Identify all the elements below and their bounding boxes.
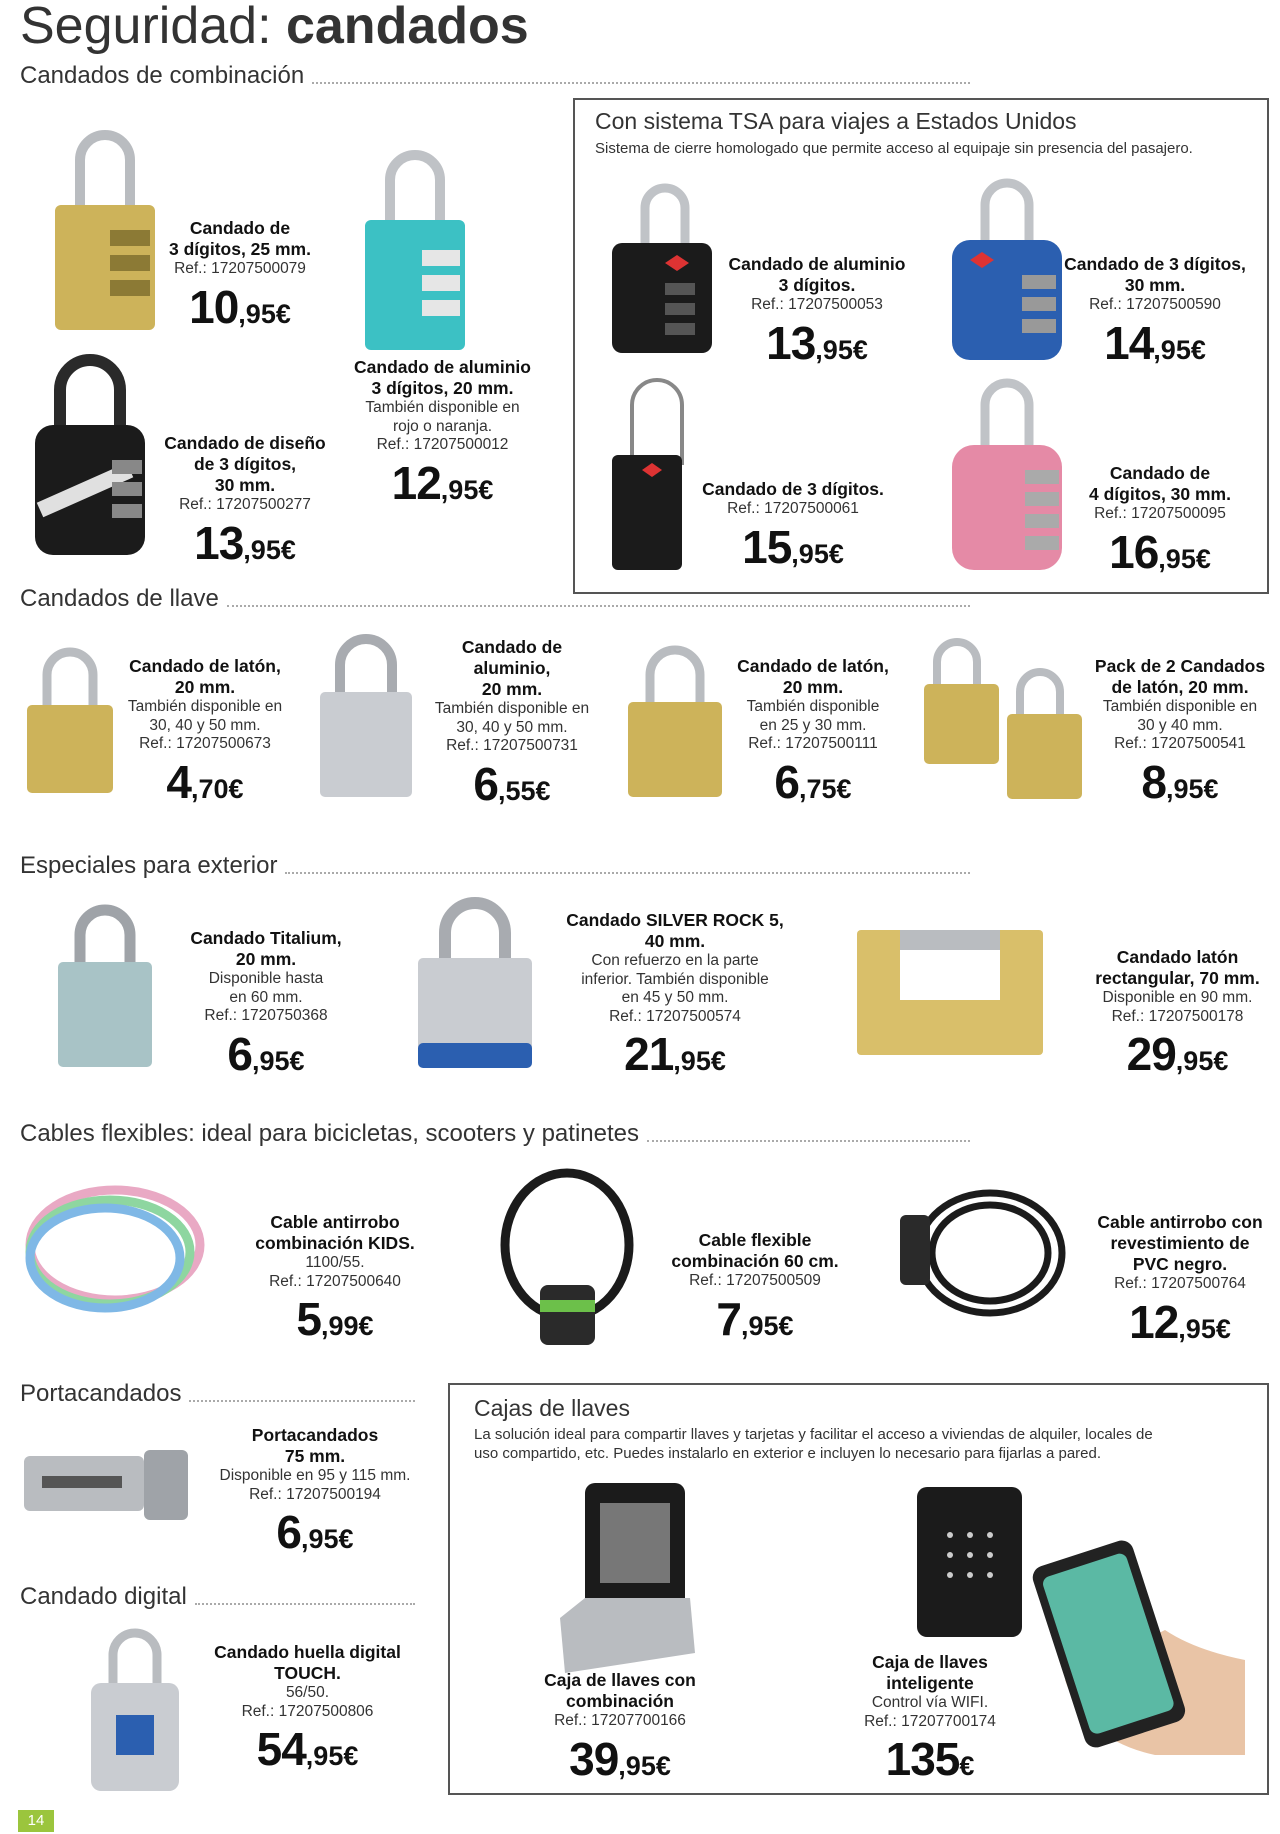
flexible-cable-image	[495, 1165, 640, 1355]
price: 21,95€	[624, 1028, 726, 1081]
black-design-padlock-image	[30, 350, 150, 560]
silver-rock-padlock-image	[415, 893, 535, 1073]
product-aluminium-key-20mm: Candado de aluminio, 20 mm. También disponible en 30, 40 y 50 mm. Ref.: 17207500731 6,55€	[412, 637, 612, 808]
tsa-title: Con sistema TSA para viajes a Estados Unidos	[595, 108, 1077, 134]
product-silver-rock-40mm: Candado SILVER ROCK 5, 40 mm. Con refuerzo en la parte inferior. También disponible en 45 y 50 mm. Ref.: 17207500574 21,95€	[555, 910, 795, 1079]
rectangular-brass-padlock-image	[855, 925, 1045, 1060]
product-3-digit-25mm: Candado de 3 dígitos, 25 mm. Ref.: 17207500079 10,95€	[140, 218, 340, 331]
hasp-image	[22, 1448, 190, 1523]
brass-key-padlock-2-image	[625, 640, 725, 800]
aluminium-key-padlock-image	[318, 630, 413, 800]
section-exterior: Especiales para exterior	[20, 852, 970, 880]
product-cable-pvc-black: Cable antirrobo con revestimiento de PVC negro. Ref.: 17207500764 12,95€	[1075, 1212, 1280, 1346]
price: 6,95€	[227, 1027, 305, 1080]
black-tsa-padlock-image	[610, 178, 715, 358]
pink-combination-padlock-image	[950, 375, 1065, 575]
product-hasp-75mm: Portacandados 75 mm. Disponible en 95 y 115 mm. Ref.: 17207500194 6,95€	[200, 1425, 430, 1556]
product-titalium-20mm: Candado Titalium, 20 mm. Disponible hasta en 60 mm. Ref.: 1720750368 6,95€	[166, 928, 366, 1078]
price: 13,95€	[766, 316, 868, 369]
fingerprint-padlock-image	[88, 1625, 183, 1795]
blue-tsa-padlock-image	[950, 175, 1065, 365]
product-rectangular-brass-70mm: Candado latón rectangular, 70 mm. Disponible en 90 mm. Ref.: 17207500178 29,95€	[1070, 947, 1280, 1078]
price: 7,95€	[716, 1292, 794, 1345]
cajas-title: Cajas de llaves	[474, 1395, 630, 1421]
section-digital: Candado digital	[20, 1583, 415, 1611]
product-brass-key-20mm: Candado de latón, 20 mm. También disponible en 30, 40 y 50 mm. Ref.: 17207500673 4,70€	[105, 656, 305, 806]
price: 10,95€	[189, 280, 291, 333]
product-brass-key-20mm-2: Candado de latón, 20 mm. También disponible en 25 y 30 mm. Ref.: 17207500111 6,75€	[713, 656, 913, 806]
product-brass-pack-2: Pack de 2 Candados de latón, 20 mm. También disponible en 30 y 40 mm. Ref.: 17207500541 8,95€	[1080, 656, 1280, 806]
page-title: Seguridad: candados	[20, 0, 529, 55]
price: 12,95€	[1129, 1295, 1231, 1348]
brass-key-padlock-image	[25, 645, 115, 795]
price: 54,95€	[256, 1723, 359, 1776]
product-cable-flexible-60cm: Cable flexible combinación 60 cm. Ref.: 17207500509 7,95€	[650, 1230, 860, 1343]
product-tsa-4-digit-30mm: Candado de 4 dígitos, 30 mm. Ref.: 17207500095 16,95€	[1060, 463, 1260, 576]
product-aluminium-3-digit-20mm: Candado de aluminio 3 dígitos, 20 mm. También disponible en rojo o naranja. Ref.: 17207500012 12,95€	[335, 357, 550, 507]
product-cable-kids: Cable antirrobo combinación KIDS. 1100/55. Ref.: 17207500640 5,99€	[230, 1212, 440, 1343]
product-tsa-3-digit-cable: Candado de 3 dígitos. Ref.: 17207500061 15,95€	[688, 479, 898, 571]
price: 8,95€	[1141, 755, 1219, 808]
price: 15,95€	[742, 520, 844, 573]
smart-key-box-image	[915, 1485, 1025, 1640]
cajas-desc-2: uso compartido, etc. Puedes instalarlo en exterior e incluyen lo necesario para fijarlas a pared.	[474, 1445, 1102, 1462]
teal-combination-padlock-image	[360, 145, 470, 355]
titalium-padlock-image	[55, 900, 155, 1070]
product-fingerprint-touch: Candado huella digital TOUCH. 56/50. Ref.: 17207500806 54,95€	[195, 1642, 420, 1773]
price: 6,55€	[473, 757, 551, 810]
combination-key-box-image	[545, 1478, 705, 1688]
price: 4,70€	[166, 755, 244, 808]
product-design-3-digit-30mm: Candado de diseño de 3 dígitos, 30 mm. Ref.: 17207500277 13,95€	[145, 433, 345, 567]
price: 16,95€	[1109, 525, 1211, 578]
product-tsa-3-digit-30mm: Candado de 3 dígitos, 30 mm. Ref.: 17207500590 14,95€	[1050, 254, 1260, 367]
price: 135€	[885, 1733, 975, 1786]
price: 39,95€	[569, 1732, 671, 1785]
price: 29,95€	[1126, 1028, 1229, 1081]
product-key-box-smart: Caja de llaves inteligente Control vía WIFI. Ref.: 17207700174 135€	[830, 1652, 1030, 1783]
price: 6,95€	[276, 1506, 354, 1559]
section-cables: Cables flexibles: ideal para bicicletas, scooters y patinetes	[20, 1120, 970, 1148]
section-llave: Candados de llave	[20, 585, 970, 613]
price: 13,95€	[194, 516, 296, 569]
price: 14,95€	[1104, 316, 1206, 369]
phone-hand-image	[1045, 1540, 1255, 1760]
kids-cable-image	[25, 1170, 220, 1330]
product-key-box-combination: Caja de llaves con combinación Ref.: 17207700166 39,95€	[520, 1670, 720, 1783]
tsa-desc: Sistema de cierre homologado que permite acceso al equipaje sin presencia del pasajero.	[595, 140, 1193, 157]
price: 6,75€	[774, 755, 852, 808]
black-pvc-cable-image	[895, 1175, 1070, 1335]
page-number: 14	[18, 1810, 54, 1832]
product-tsa-aluminium-3-digit: Candado de aluminio 3 dígitos. Ref.: 17207500053 13,95€	[712, 254, 922, 367]
price: 5,99€	[296, 1293, 374, 1346]
cajas-desc-1: La solución ideal para compartir llaves y tarjetas y facilitar el acceso a viviendas de alquiler, locales de	[474, 1426, 1153, 1443]
price: 12,95€	[391, 456, 494, 509]
section-portacandados: Portacandados	[20, 1380, 415, 1408]
section-combinacion: Candados de combinación	[20, 62, 970, 90]
brass-padlock-pack-image	[922, 632, 1097, 812]
